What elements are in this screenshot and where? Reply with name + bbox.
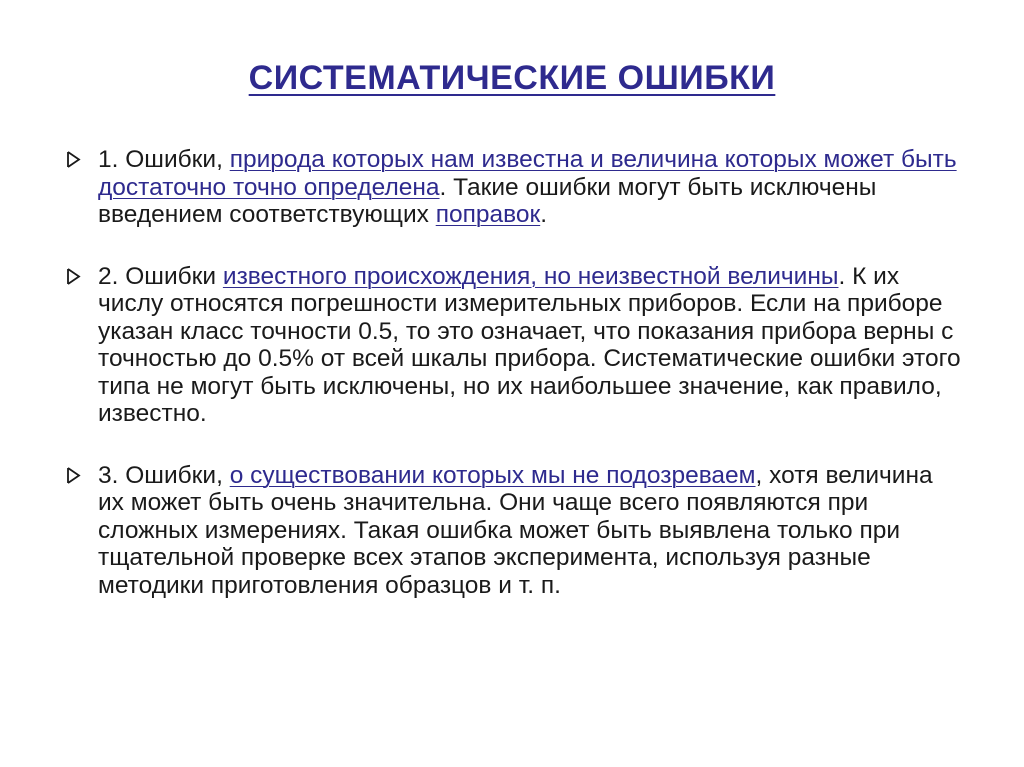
bullet-list xyxy=(60,146,965,633)
item-1-suffix: . xyxy=(540,201,548,228)
list-item-3 xyxy=(60,462,965,600)
arrow-bullet-icon xyxy=(62,263,86,290)
item-2-link-origin[interactable]: известного происхождения, но неизвестной величины xyxy=(222,262,839,290)
list-item-2 xyxy=(60,263,965,428)
item-1-middle: . Такие ошибки могут быть исключены введением соответствующих xyxy=(98,173,877,228)
item-3-suffix: , хотя величина их может быть очень значительна. Они чаще всего появляются при сложных измерениях. Такая ошибка может быть выявлена только при тщательной проверке всех этапов эксперимента, используя разные методики приготовления образцов и т. п. xyxy=(98,461,933,599)
item-3-link-unknown[interactable]: о существовании которых мы не подозреваем xyxy=(229,461,756,489)
arrow-bullet-icon xyxy=(62,462,86,489)
page-title xyxy=(0,58,1024,98)
item-1-prefix: 1. Ошибки, xyxy=(98,146,230,173)
item-2-suffix: . К их числу относятся погрешности измерительных приборов. Если на приборе указан класс точности 0.5, то это означает, что показания прибора верны с точностью до 0.5% от всей шкалы прибора. Систематические ошибки этого типа не могут быть исключены, но их наибольшее значение, как правило, известно. xyxy=(98,262,961,427)
page-title-text: СИСТЕМАТИЧЕСКИЕ ОШИБКИ xyxy=(248,59,776,97)
list-item-1 xyxy=(60,146,965,229)
item-1-link-corrections[interactable]: поправок xyxy=(435,201,541,228)
arrow-bullet-icon xyxy=(62,146,86,173)
item-1-link-nature[interactable]: природа которых нам известна и величина которых может быть достаточно точно определена xyxy=(98,146,957,201)
item-2-prefix: 2. Ошибки xyxy=(98,262,223,290)
item-3-prefix: 3. Ошибки, xyxy=(98,461,230,489)
